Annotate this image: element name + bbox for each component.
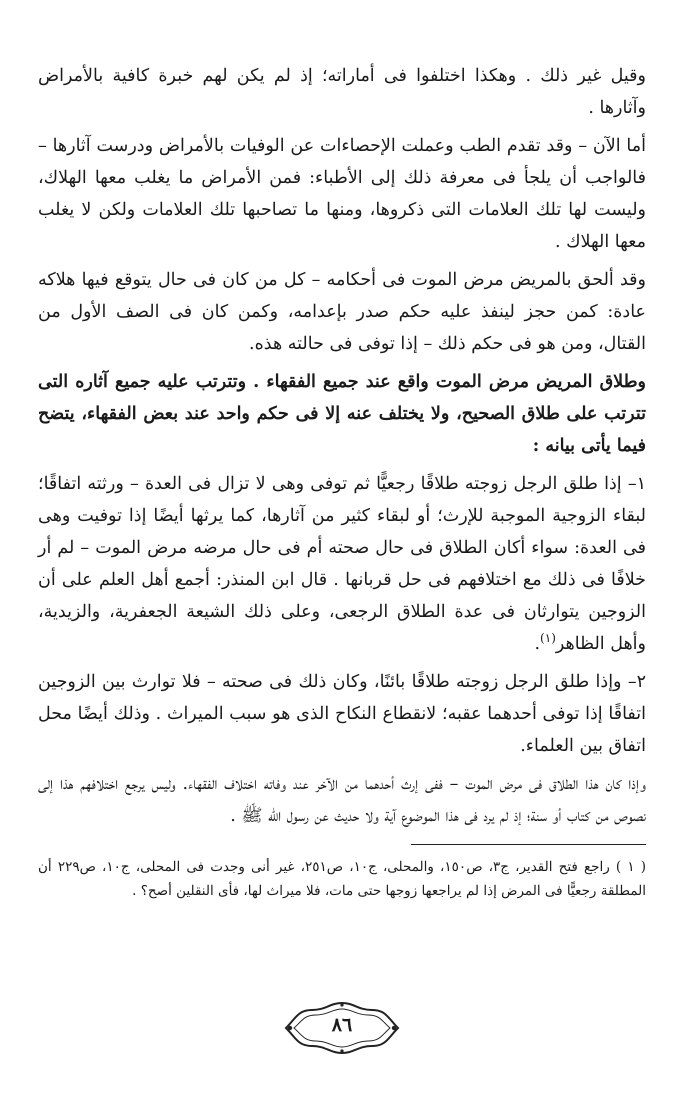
paragraph-attached-cases: وقد ألحق بالمريض مرض الموت فى أحكامه – كل من كان فى حال يتوقع فيها هلاكه عادة: كمن حجز لينفذ عليه حكم صدر بإعدامه، وكمن كان فى الصف الأول من القتال، ومن هو فى حكم ذلك – إذا توفى فى حالته هذه. [38,270,646,354]
page-number-ornament [282,1000,402,1056]
footnote-reference[interactable]: (١) [540,631,556,646]
item-number: ٢– [627,672,646,692]
page-number: ٨٦ [331,1014,353,1036]
list-item [38,666,646,762]
item-text: وإذا طلق الرجل زوجته طلاقًا بائنًا، وكان ذلك فى صحته – فلا توارث بين الزوجين اتفاقًا إذا توفى أحدهما عقبه؛ لانقطاع النكاح الذى هو سبب الميراث . وذلك أيضًا محل اتفاق بين العلماء. [38,672,646,756]
paragraph-closing: وإذا كان هذا الطلاق فى مرض الموت – ففى إرث أحدهما من الآخر عند وفاته اختلاف الفقهاء. وليس يرجع اختلافهم هذا إلى نصوص من كتاب أو سنة؛ إذ لم يرد فى هذا الموضوع آية ولا حديث عن رسول الله ﷺ . [38,774,646,826]
paragraph-intro: وقيل غير ذلك . وهكذا اختلفوا فى أماراته؛ إذ لم يكن لهم خبرة كافية بالأمراض وآثارها . [38,66,646,118]
paragraph-modern-medicine: أما الآن – وقد تقدم الطب وعملت الإحصاءات عن الوفيات بالأمراض ودرست آثارها – فالواجب أن يلجأ فى معرفة ذلك إلى الأطباء: فمن الأمراض ما يغلب معها الهلاك، وليست لها تلك العلامات التى ذكروها، ومنها ما تصاحبها تلك العلامات ولكن لا يغلب معها الهلاك . [38,136,646,252]
item-text: إذا طلق الرجل زوجته طلاقًا رجعيًّا ثم توفى وهى لا تزال فى العدة – ورثته اتفاقًا؛ لبقاء الزوجية الموجبة للإرث؛ أو لبقاء كثير من آثارها، كما يرثها أيضًا إذا توفيت وهى فى العدة: سواء أكان الطلاق فى حال صحته أم فى حال مرضه مرض الموت – لم أر خلافًا فى ذلك مع اختلافهم فى حل قربانها . قال ابن المنذر: أجمع أهل العلم على أن الزوجين يتوارثان فى عدة الطلاق الرجعى، وعلى ذلك الشيعة الجعفرية، والزيدية، وأهل الظاهر [38,474,646,654]
paragraph-divorce-ruling: وطلاق المريض مرض الموت واقع عند جميع الفقهاء . وتترتب عليه جميع آثاره التى تترتب على طلاق الصحيح، ولا يختلف عنه إلا فى حكم واحد عند بعض الفقهاء، يتضح فيما يأتى بيانه : [38,372,646,456]
item-number: ١– [627,474,646,494]
list-item: ١– إذا طلق الرجل زوجته طلاقًا رجعيًّا ثم توفى وهى لا تزال فى العدة – ورثته اتفاقًا؛ لبقاء الزوجية الموجبة للإرث؛ أو لبقاء كثير من آثارها، كما يرثها أيضًا إذا توفيت وهى فى العدة: سواء أكان الطلاق فى حال صحته أم فى حال مرضه مرض الموت – لم أر خلافًا فى ذلك مع اختلافهم فى حل قربانها . قال ابن المنذر: أجمع أهل العلم على أن الزوجين يتوارثان فى عدة الطلاق الرجعى، وعلى ذلك الشيعة الجعفرية، والزيدية، وأهل الظاهر$^{(١)}$. [38,474,646,654]
footnote-divider [411,844,646,845]
footnote: ( ١ ) راجع فتح القدير، ج٣، ص١٥٠، والمحلى، ج١٠، ص٢٥١، غير أنى وجدت فى المحلى، ج١٠، ص٢٢٩ أن المطلقة رجعيًّا فى المرض إذا لم يراجعها زوجها حتى مات، فلا ميراث لها، فأى النقلين أصح؟ . [38,859,646,899]
